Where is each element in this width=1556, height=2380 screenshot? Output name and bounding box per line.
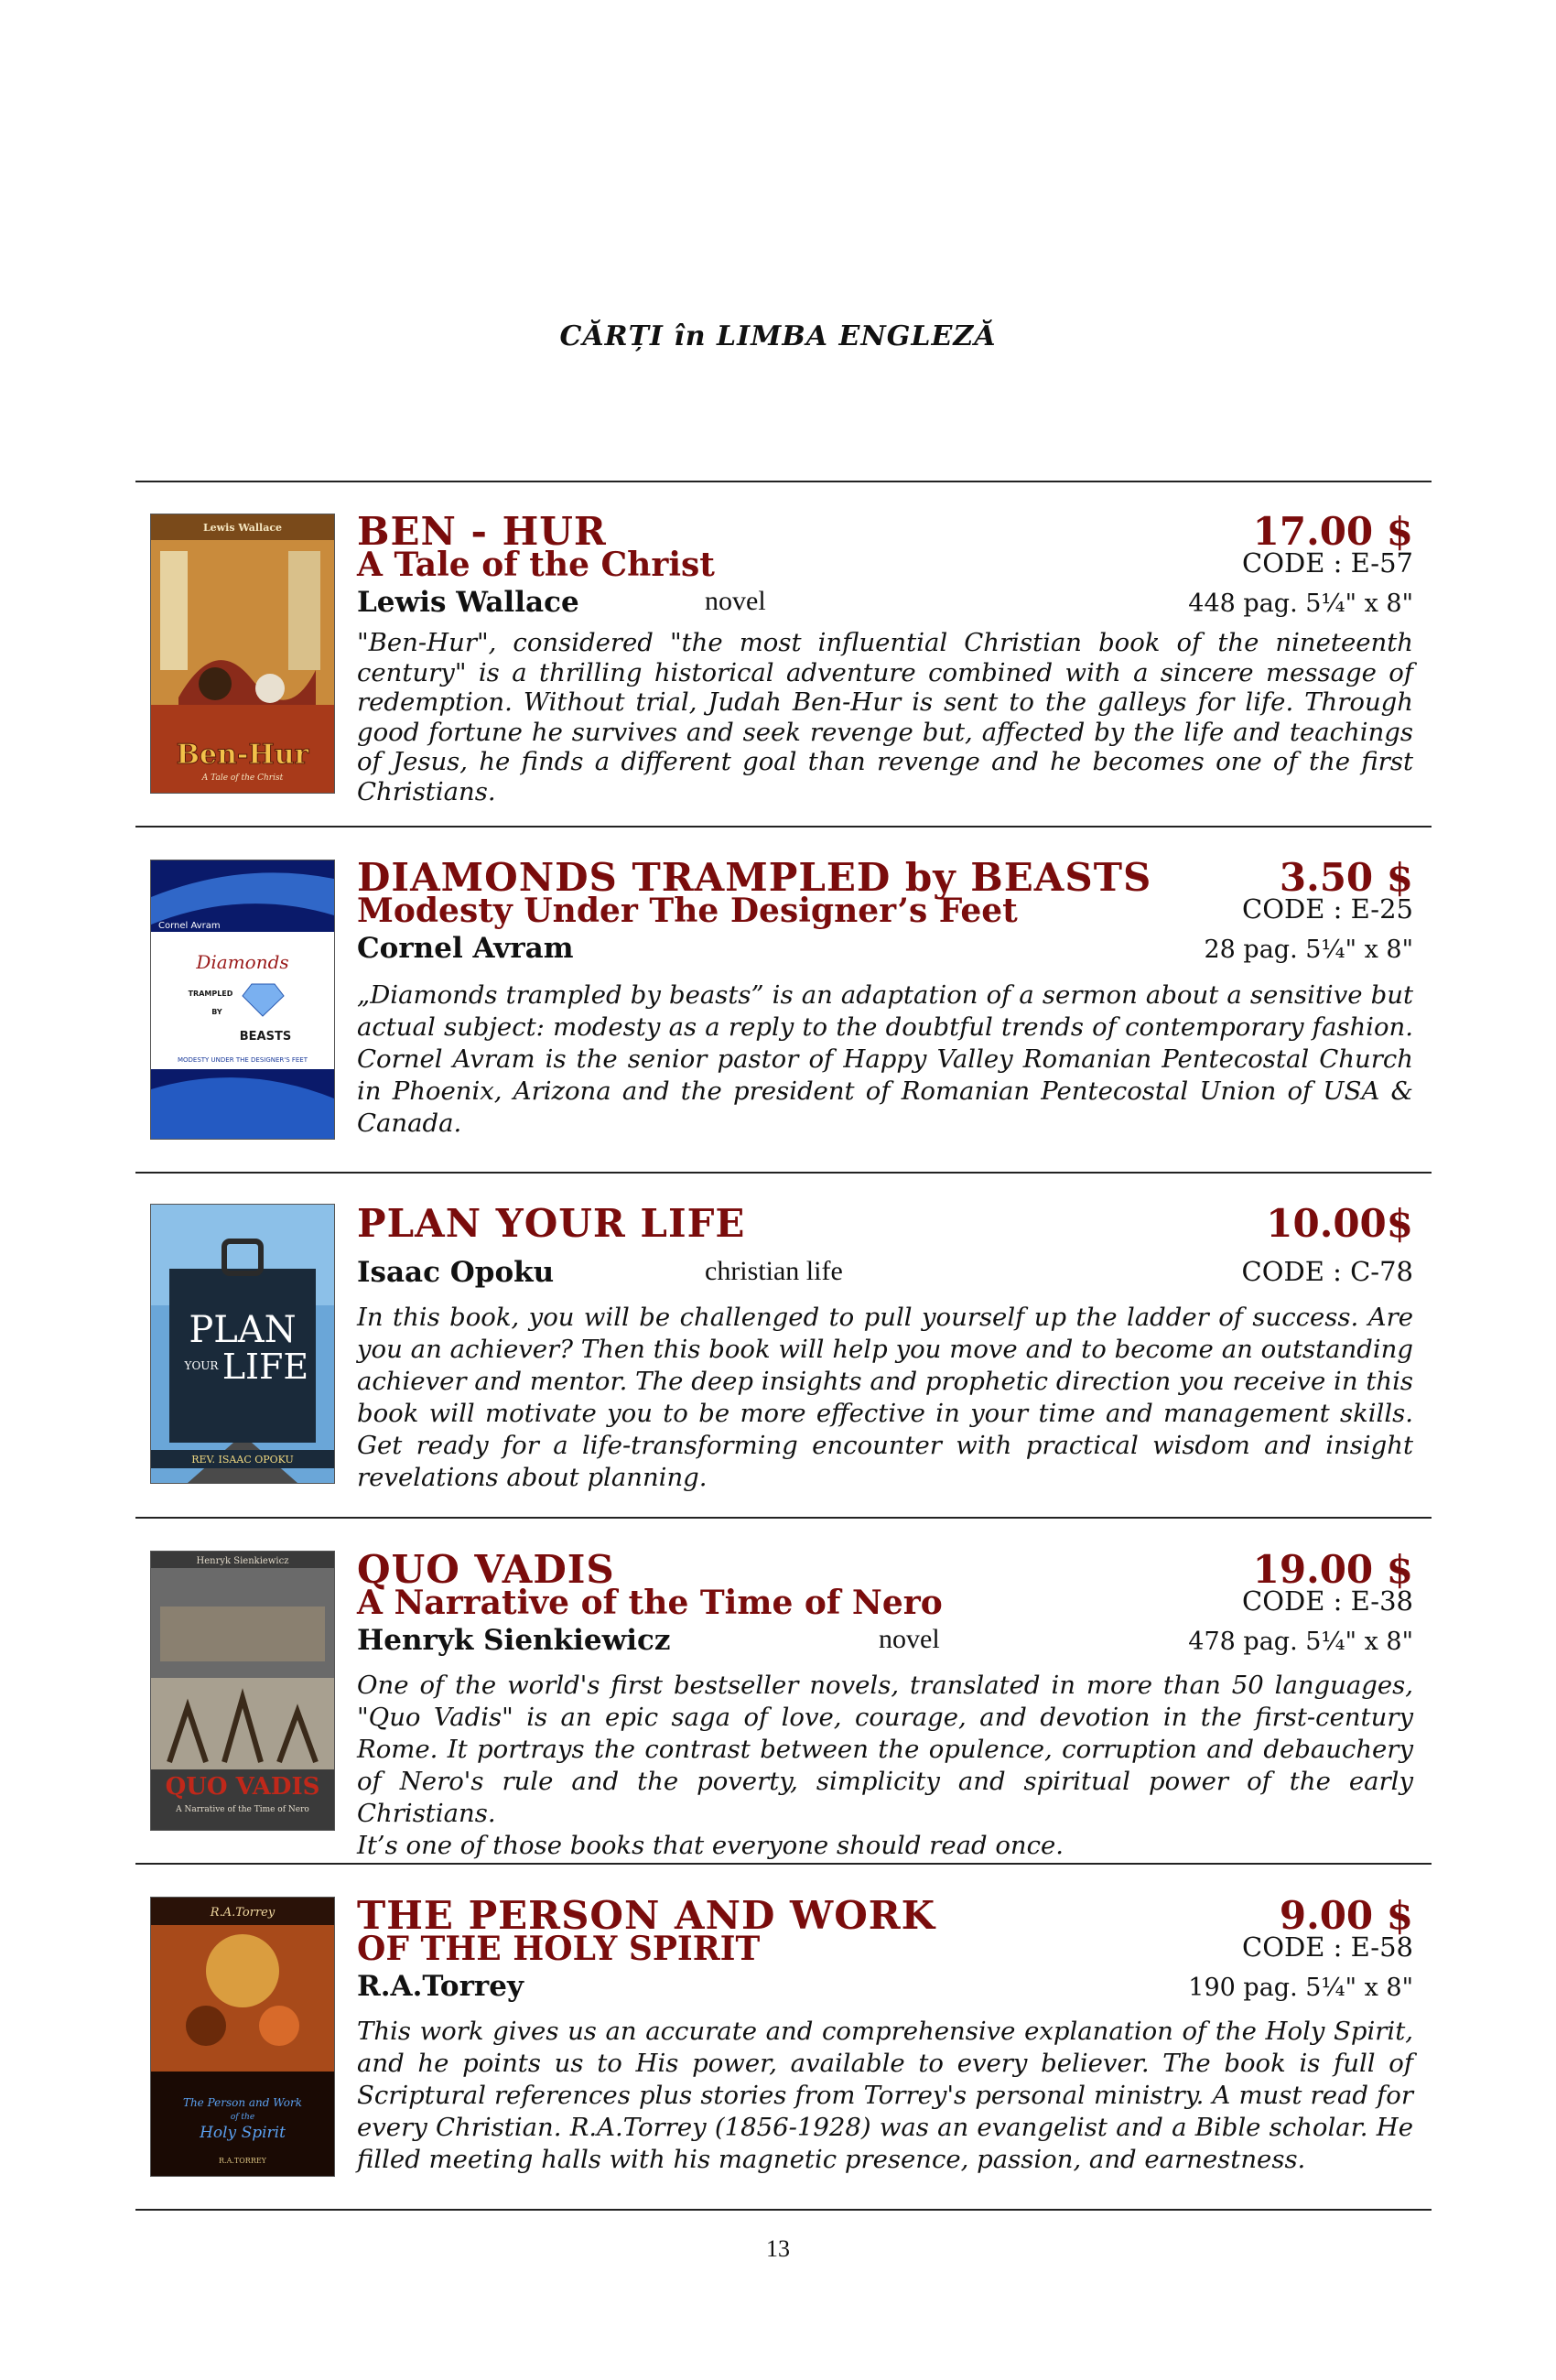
cover-author-text: Henryk Sienkiewicz <box>196 1556 289 1566</box>
cover-subtitle-text: R.A.TORREY <box>219 2157 266 2165</box>
book-description: „Diamonds trampled by beasts” is an adaptation of a sermon about a sensitive but actual subject: modesty as a reply to the doubtful trends of contemporary fashion. Cornel Avram is the senior pastor of Happy Valley Romanian Pentecostal Church in Phoenix, Arizona and the president of Romanian Pentecostal Union of USA & Canada. <box>357 980 1413 1138</box>
book-price: 19.00 $ <box>1252 1547 1413 1592</box>
book-title: BEN - HUR <box>357 509 607 554</box>
book-cover-holy-spirit <box>151 1898 334 2176</box>
cover-title-text: Diamonds <box>196 951 289 973</box>
book-author: Isaac Opoku <box>357 1256 555 1289</box>
book-pages: 478 pag. 5¼" x 8" <box>1188 1628 1413 1656</box>
page-number: 13 <box>766 2235 790 2262</box>
cover-author-text: Cornel Avram <box>158 921 221 931</box>
book-genre: novel <box>879 1624 940 1654</box>
book-entry-ben-hur <box>135 509 1432 811</box>
book-entry-diamonds <box>135 855 1432 1157</box>
book-author: R.A.Torrey <box>357 1970 524 2003</box>
book-code: CODE : E-57 <box>1242 547 1413 579</box>
cover-author-text: REV. ISAAC OPOKU <box>191 1454 294 1466</box>
book-author: Cornel Avram <box>357 932 574 965</box>
book-author: Henryk Sienkiewicz <box>357 1624 671 1657</box>
divider <box>135 481 1432 482</box>
cover-title-text: The Person and Work <box>182 2096 303 2109</box>
divider <box>135 1863 1432 1865</box>
cover-subtitle-text: A Tale of the Christ <box>201 774 284 783</box>
book-subtitle: A Narrative of the Time of Nero <box>357 1584 943 1622</box>
divider <box>135 1172 1432 1174</box>
book-genre: christian life <box>705 1256 843 1286</box>
book-description: In this book, you will be challenged to pull yourself up the ladder of success. Are you an achiever? Then this book will help you move and to become an outstanding achiever and mentor. The deep insights and prophetic direction you receive in this book will motivate you to be more effective in your time and management skills. Get ready for a life-transforming encounter with practical wisdom and insight revelations about planning. <box>357 1303 1413 1492</box>
book-description: This work gives us an accurate and comprehensive explanation of the Holy Spirit, and he points us to His power, available to every believer. The book is full of Scriptural references plus stories from Torrey's personal ministry. A must read for every Christian. R.A.Torrey (1856-1928) was an evangelist and a Bible scholar. He filled meeting halls with his magnetic presence, passion, and earnestness. <box>357 2017 1413 2174</box>
book-subtitle: Modesty Under The Designer’s Feet <box>357 892 1018 930</box>
divider <box>135 826 1432 828</box>
book-cover-diamonds <box>151 860 334 1139</box>
book-title: QUO VADIS <box>357 1547 615 1592</box>
cover-author-text: R.A.Torrey <box>210 1906 276 1920</box>
cover-title-text: Ben-Hur <box>176 739 309 771</box>
book-entry-holy-spirit <box>135 1893 1432 2195</box>
cover-title-text: QUO VADIS <box>165 1773 320 1801</box>
book-cover-ben-hur <box>151 514 334 793</box>
page-heading: CĂRȚI în LIMBA ENGLEZĂ <box>559 320 997 352</box>
book-pages: 28 pag. 5¼" x 8" <box>1204 936 1413 964</box>
book-code: CODE : E-25 <box>1242 893 1413 925</box>
book-subtitle: OF THE HOLY SPIRIT <box>357 1930 761 1968</box>
book-description: "Ben-Hur", considered "the most influential Christian book of the nineteenth century" is a thrilling historical adventure combined with a sincere message of redemption. Without trial, Judah Ben-Hur is sent to the galleys for life. Through good fortune he survives and seek revenge but, affected by the life and teachings of Jesus, he finds a different goal than revenge and he becomes one of the first Christians. <box>357 628 1413 806</box>
book-code: CODE : C-78 <box>1241 1256 1413 1287</box>
book-cover-plan-your-life <box>151 1205 334 1483</box>
cover-line3-text: LIFE <box>222 1347 309 1387</box>
book-description-extra: It’s one of those books that everyone should read once. <box>357 1831 1064 1860</box>
cover-line2-text: of the <box>230 2113 255 2122</box>
book-price: 10.00$ <box>1266 1201 1413 1246</box>
cover-subtitle-text: MODESTY UNDER THE DESIGNER'S FEET <box>177 1056 308 1064</box>
book-description-main: One of the world's first bestseller novels, translated in more than 50 languages, "Quo Vadis" is an epic saga of love, courage, and devotion in the first-century Rome. It portrays the contrast between the opulence, corruption and debauchery of Nero's rule and the poverty, simplicity and spiritual power of the early Christians. <box>357 1671 1413 1828</box>
book-subtitle: A Tale of the Christ <box>357 546 715 584</box>
book-author: Lewis Wallace <box>357 586 579 619</box>
cover-title-text: PLAN <box>189 1309 297 1351</box>
book-description <box>357 1670 1413 1862</box>
book-entry-quo-vadis <box>135 1547 1432 1860</box>
divider <box>135 1517 1432 1519</box>
book-pages: 448 pag. 5¼" x 8" <box>1188 590 1413 618</box>
book-pages: 190 pag. 5¼" x 8" <box>1188 1974 1413 2002</box>
divider <box>135 2209 1432 2211</box>
book-code: CODE : E-58 <box>1242 1931 1413 1963</box>
book-price: 9.00 $ <box>1279 1893 1413 1938</box>
book-title: DIAMONDS TRAMPLED by BEASTS <box>357 855 1152 900</box>
book-price: 3.50 $ <box>1279 855 1413 900</box>
book-title: THE PERSON AND WORK <box>357 1893 936 1938</box>
book-title: PLAN YOUR LIFE <box>357 1201 746 1246</box>
cover-author-text: Lewis Wallace <box>202 522 283 534</box>
cover-line3-text: Holy Spirit <box>200 2124 286 2142</box>
book-code: CODE : E-38 <box>1242 1585 1413 1617</box>
cover-subtitle-text: A Narrative of the Time of Nero <box>176 1805 309 1814</box>
cover-line4-text: BEASTS <box>239 1030 292 1044</box>
book-entry-plan-your-life <box>135 1201 1432 1503</box>
cover-line2-text: YOUR <box>184 1359 219 1372</box>
book-cover-quo-vadis <box>151 1552 334 1830</box>
cover-line3-text: BY <box>211 1008 222 1016</box>
book-price: 17.00 $ <box>1252 509 1413 554</box>
cover-line2-text: TRAMPLED <box>188 990 233 998</box>
book-genre: novel <box>705 586 766 616</box>
